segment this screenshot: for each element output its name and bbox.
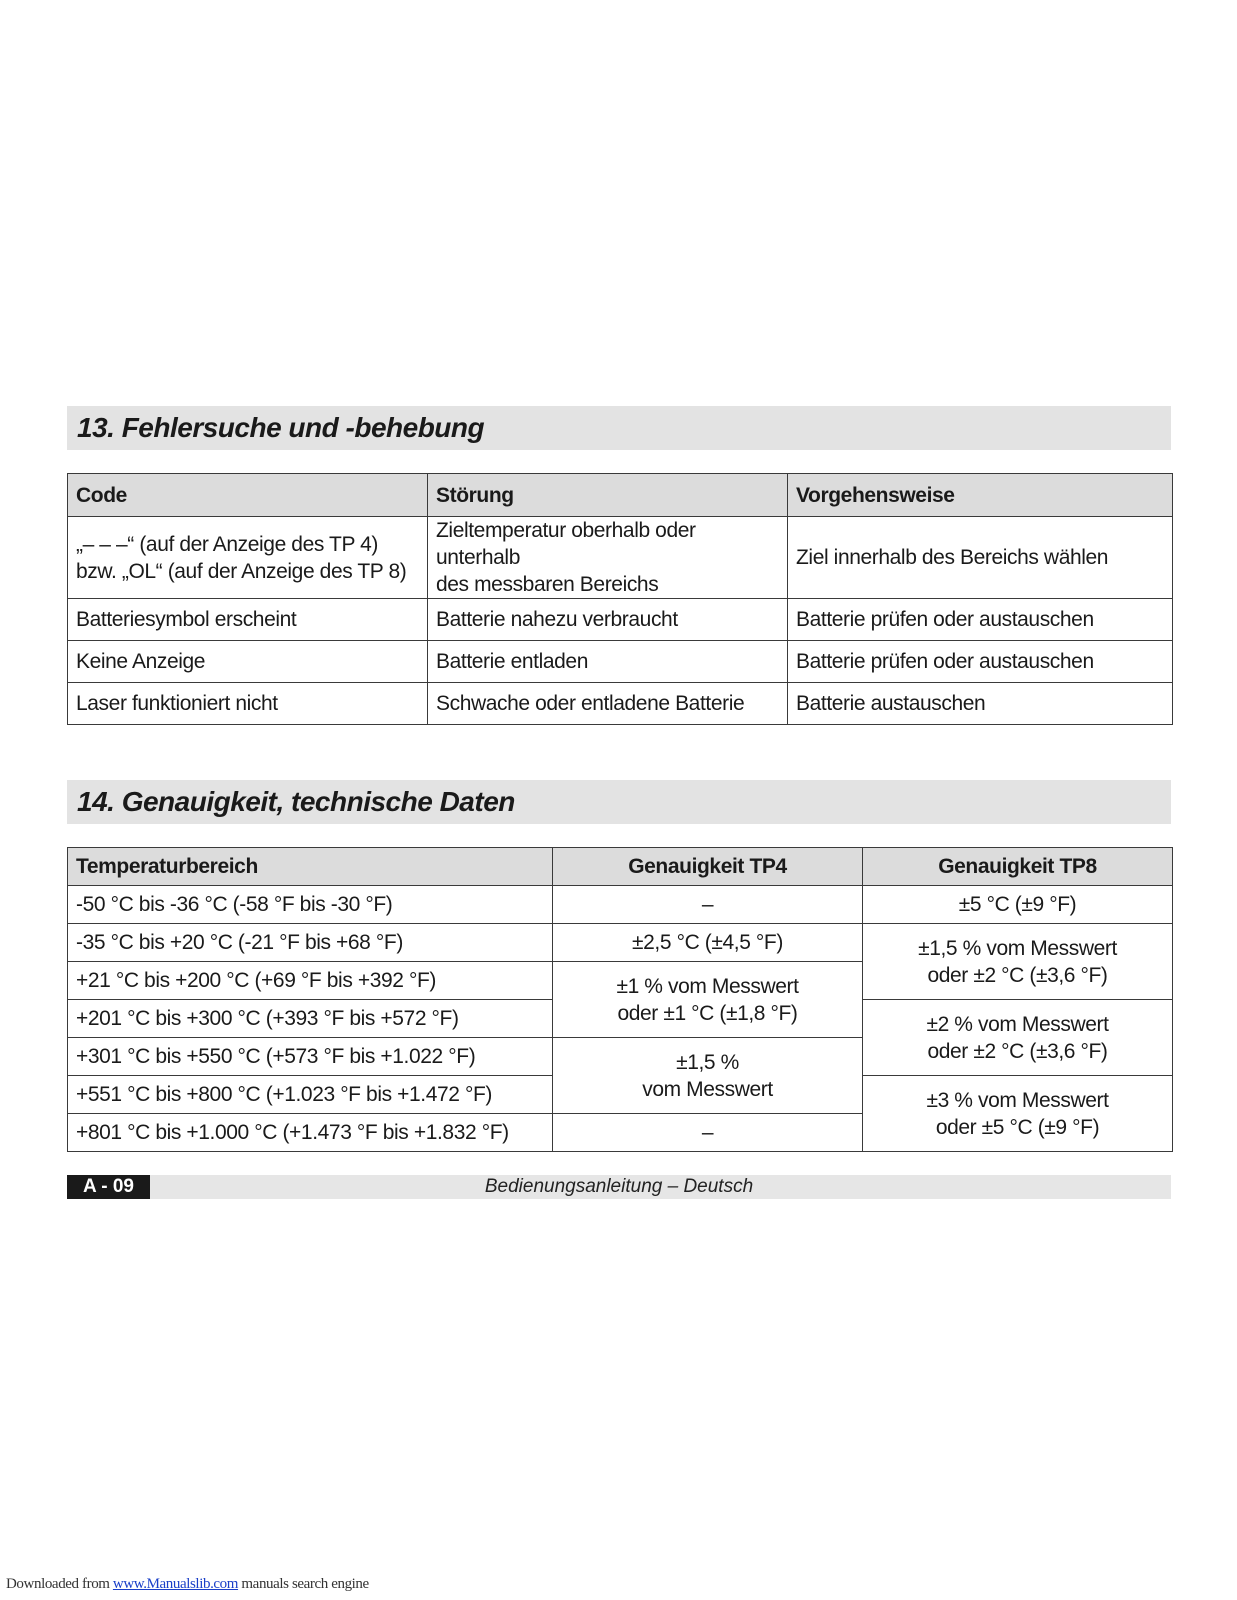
code-cell: „– – –“ (auf der Anzeige des TP 4) bzw. „OL“ (auf der Anzeige des TP 8): [68, 517, 428, 599]
tp8-cell: ±1,5 % vom Messwert oder ±2 °C (±3,6 °F): [863, 924, 1173, 1000]
range-cell: +201 °C bis +300 °C (+393 °F bis +572 °F): [68, 1000, 553, 1038]
section-14-header: [67, 780, 1171, 824]
header-action: Vorgehensweise: [788, 474, 1173, 517]
tp4-cell: –: [553, 1114, 863, 1152]
header-accuracy-tp4: Genauigkeit TP4: [553, 848, 863, 886]
table-row: [68, 641, 1173, 683]
fault-cell: Batterie entladen: [428, 641, 788, 683]
footer-text: Bedienungsanleitung – Deutsch: [484, 1176, 754, 1197]
code-cell: Laser funktioniert nicht: [68, 683, 428, 725]
manualslib-link[interactable]: www.Manualslib.com: [112, 1576, 239, 1592]
action-cell: Batterie austauschen: [788, 683, 1173, 725]
tp4-cell: ±1 % vom Messwert oder ±1 °C (±1,8 °F): [553, 962, 863, 1038]
table-row: [68, 886, 1173, 924]
range-cell: -50 °C bis -36 °C (-58 °F bis -30 °F): [68, 886, 553, 924]
range-cell: -35 °C bis +20 °C (-21 °F bis +68 °F): [68, 924, 553, 962]
header-code: Code: [68, 474, 428, 517]
range-cell: +801 °C bis +1.000 °C (+1.473 °F bis +1.832 °F): [68, 1114, 553, 1152]
download-prefix: Downloaded from: [6, 1576, 113, 1592]
range-cell: +551 °C bis +800 °C (+1.023 °F bis +1.472 °F): [68, 1076, 553, 1114]
section-13-title: 13. Fehlersuche und -behebung: [77, 412, 485, 443]
range-cell: +21 °C bis +200 °C (+69 °F bis +392 °F): [68, 962, 553, 1000]
table-header-row: [68, 848, 1173, 886]
table-row: [68, 924, 1173, 962]
tp4-cell: ±1,5 % vom Messwert: [553, 1038, 863, 1114]
download-suffix: manuals search engine: [238, 1576, 369, 1592]
header-temperature-range: Temperaturbereich: [68, 848, 553, 886]
section-13-header: [67, 406, 1171, 450]
tp8-cell: ±3 % vom Messwert oder ±5 °C (±9 °F): [863, 1076, 1173, 1152]
action-cell: Batterie prüfen oder austauschen: [788, 599, 1173, 641]
table-row: [68, 517, 1173, 599]
tp4-cell: –: [553, 886, 863, 924]
table-row: [68, 683, 1173, 725]
fault-cell: Zieltemperatur oberhalb oder unterhalb des messbaren Bereichs: [428, 517, 788, 599]
tp4-cell: ±2,5 °C (±4,5 °F): [553, 924, 863, 962]
page-number-badge: A - 09: [67, 1175, 150, 1199]
action-cell: Ziel innerhalb des Bereichs wählen: [788, 517, 1173, 599]
header-fault: Störung: [428, 474, 788, 517]
table-header-row: [68, 474, 1173, 517]
header-accuracy-tp8: Genauigkeit TP8: [863, 848, 1173, 886]
tp8-cell: ±2 % vom Messwert oder ±2 °C (±3,6 °F): [863, 1000, 1173, 1076]
range-cell: +301 °C bis +550 °C (+573 °F bis +1.022 °F): [68, 1038, 553, 1076]
code-cell: Keine Anzeige: [68, 641, 428, 683]
action-cell: Batterie prüfen oder austauschen: [788, 641, 1173, 683]
section-14-title: 14. Genauigkeit, technische Daten: [77, 786, 515, 817]
troubleshooting-table: [67, 473, 1173, 725]
tp8-cell: ±5 °C (±9 °F): [863, 886, 1173, 924]
code-cell: Batteriesymbol erscheint: [68, 599, 428, 641]
table-row: [68, 599, 1173, 641]
fault-cell: Batterie nahezu verbraucht: [428, 599, 788, 641]
download-notice: [6, 1576, 369, 1593]
fault-cell: Schwache oder entladene Batterie: [428, 683, 788, 725]
accuracy-table: [67, 847, 1173, 1152]
